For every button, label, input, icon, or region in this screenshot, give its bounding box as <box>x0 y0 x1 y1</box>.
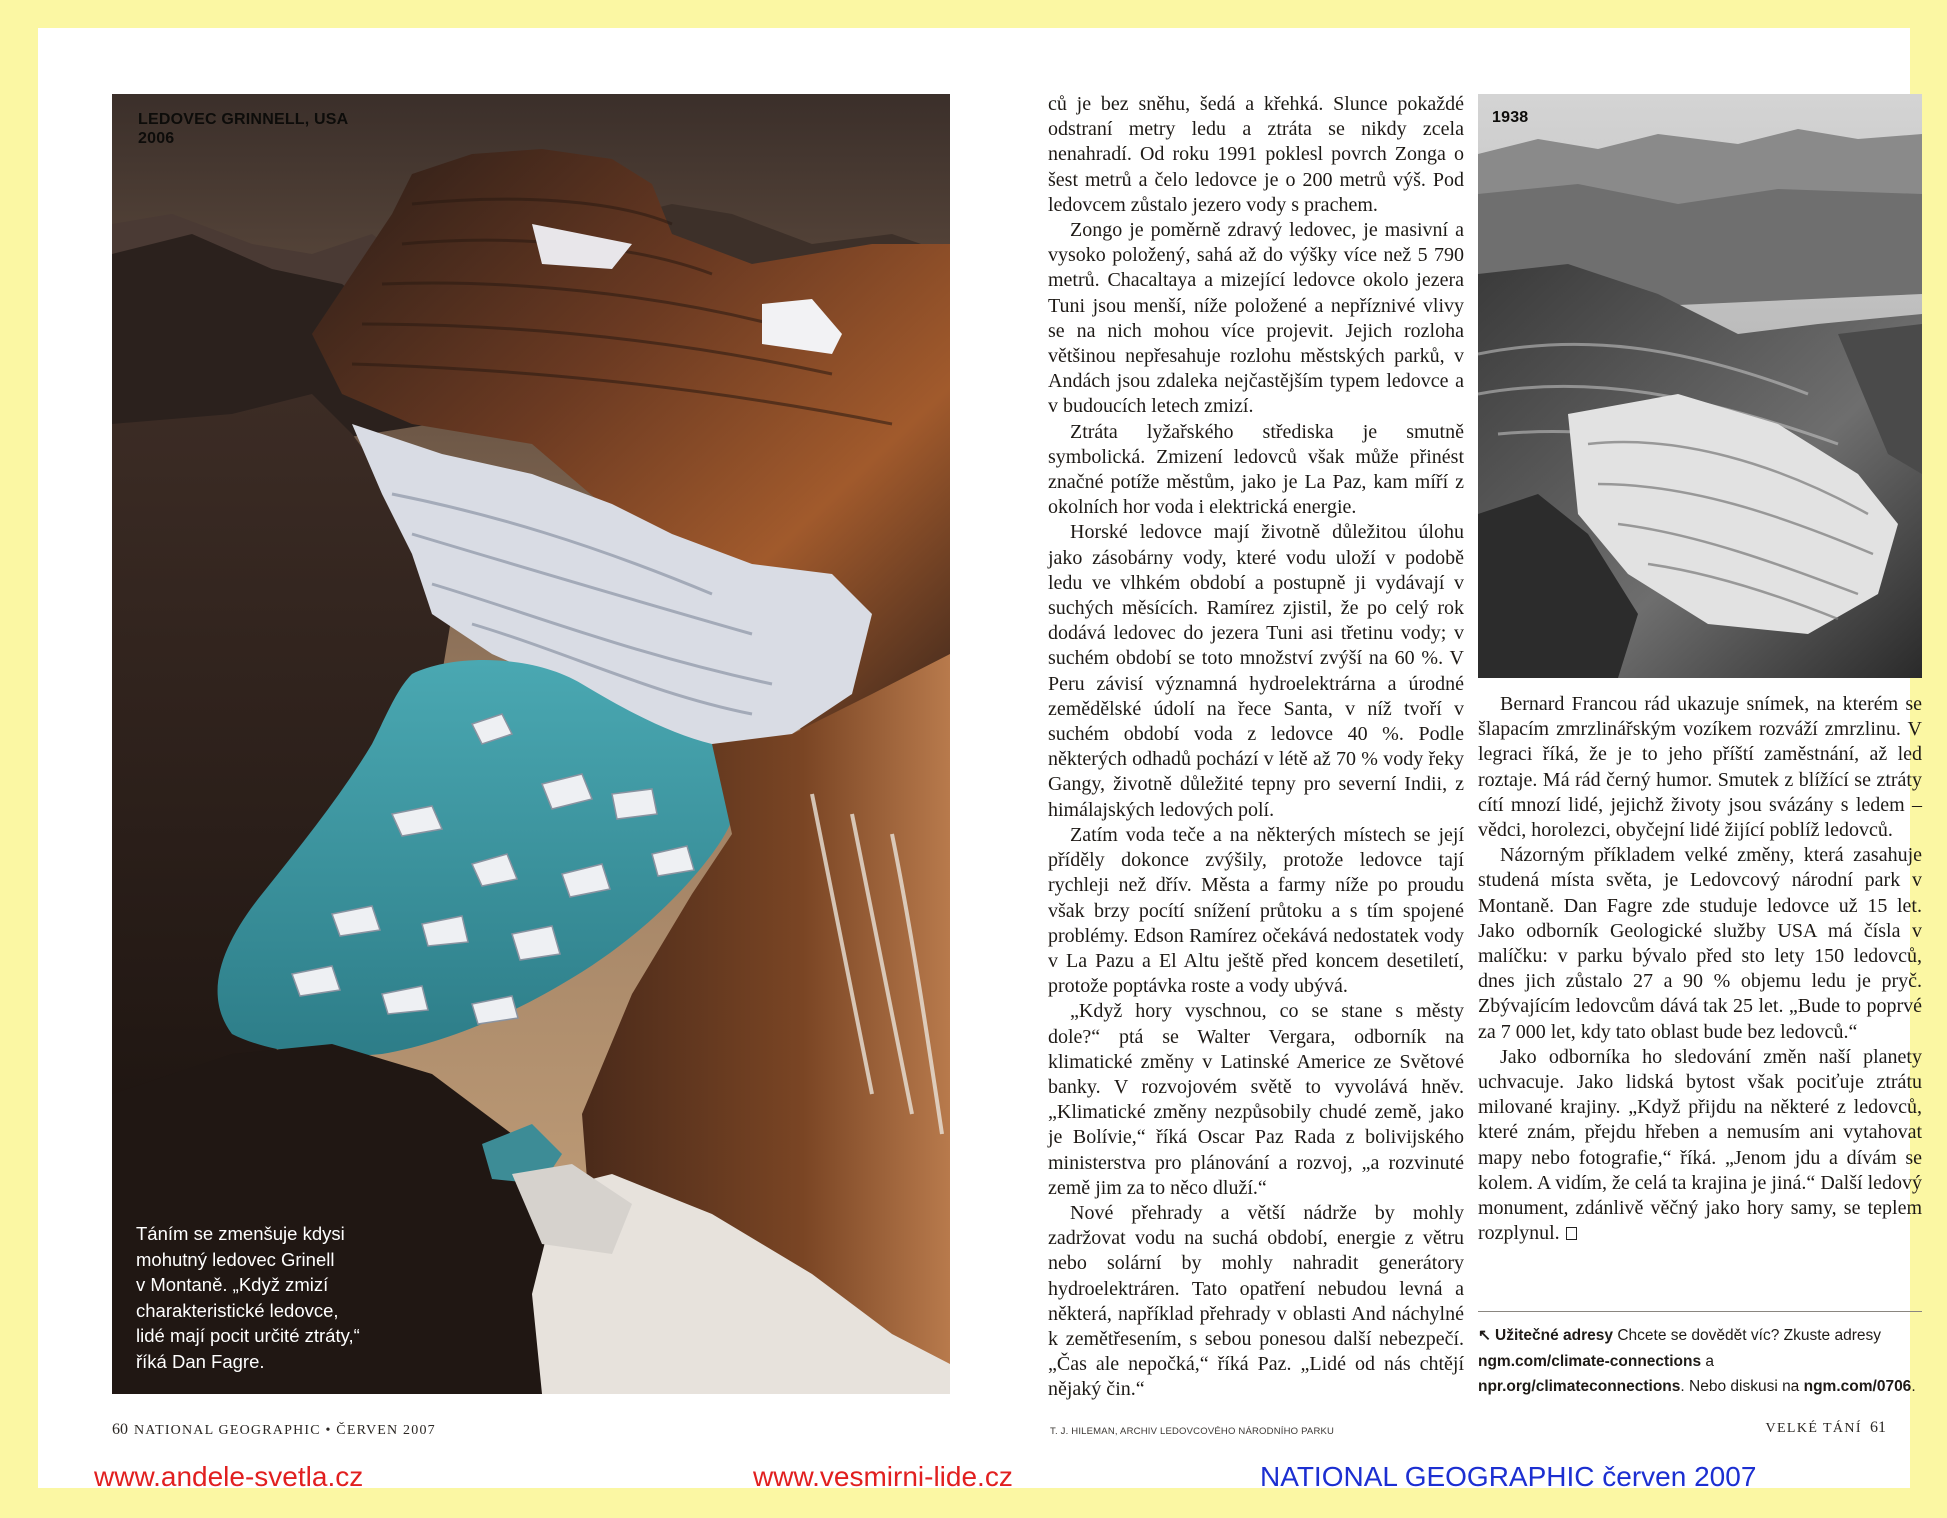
folio-left <box>112 1421 436 1439</box>
article-paragraph: Bernard Francou rád ukazuje snímek, na kterém se šlapacím zmrzlinářským vozíkem rozváží zmrzlinu. V legraci říká, že je to jeho příští zaměstnání, až led roztaje. Má rád černý humor. Smutek z blížící se ztráty cítí mnozí lidé, jejichž životy jsou svázány s ledem – vědci, horolezci, obyčejní lidé žijící poblíž ledovců. <box>1478 693 1922 842</box>
article-paragraph: Nové přehrady a větší nádrže by mohly zadržovat vodu na suchá období, energie z větru nebo solární by mohly nahradit generátory hydroelektráren. Tato opatření nebudou levná a některá, například přehrady v oblasti And náchylné k zemětřesením, s sebou ponesou další nebezpečí. „Čas ale nepočká,“ říká Paz. „Lidé od nás chtějí nějaký čin.“ <box>1048 1201 1464 1401</box>
article-column-middle <box>1048 92 1464 1403</box>
photo-year-label: 1938 <box>1492 109 1529 126</box>
article-paragraph: Zongo je poměrně zdravý ledovec, je masivní a vysoko položený, sahá až do výšky více než 5 790 metrů. Chacaltaya a mizející ledovce okolo jezera Tuni jsou menší, níže položené a nepříznivé vlivy se na nich mohou více projevit. Jejich rozloha většinou nepřesahuje rozlohu městských parků, v Andách jsou zdaleka nejčastějším typem ledovce a v budoucích letech zmizí. <box>1048 219 1464 418</box>
divider <box>1478 1311 1922 1312</box>
magazine-name: NATIONAL GEOGRAPHIC • ČERVEN 2007 <box>134 1423 436 1438</box>
link-npr-climate[interactable]: npr.org/climateconnections <box>1478 1378 1681 1395</box>
page-number-left: 60 <box>112 1421 128 1438</box>
glacier-bw-illustration <box>1478 94 1922 678</box>
folio-right <box>1765 1419 1886 1437</box>
article-paragraph: „Když hory vyschnou, co se stane s městy dole?“ ptá se Walter Vergara, odborník na klimatické změny v Latinské Americe ze Světové banky. V rozvojovém světě to vyvolává hněv. „Klimatické změny nezpůsobily chudé země, jako je Bolívie,“ říká Oscar Paz Rada z bolivijského ministerstva pro plánování a rozvoj, „a rozvinuté země jim za to něco dluží.“ <box>1048 1000 1464 1199</box>
end-mark-icon <box>1566 1227 1577 1240</box>
photo-caption: Táním se zmenšuje kdysi mohutný ledovec Grinell v Montaně. „Když zmizí charakteristické ledovce, lidé mají pocit určité ztráty,“ říká Dan Fagre. <box>136 1223 360 1372</box>
link-climate-connections[interactable]: ngm.com/climate-connections <box>1478 1352 1702 1370</box>
useful-text: . <box>1911 1378 1916 1395</box>
page-number-right: 61 <box>1870 1419 1886 1436</box>
footer-source-label: NATIONAL GEOGRAPHIC červen 2007 <box>1260 1461 1757 1492</box>
article-column-right <box>1478 692 1922 1246</box>
useful-addresses-box <box>1478 1323 1922 1400</box>
article-paragraph: Názorným příkladem velké změny, která zasahuje studená místa světa, je Ledovcový národní park v Montaně. Dan Fagre zde studuje ledovce už 15 let. Jako odborník Geologické služby USA má čísla v malíčku: v parku bývalo před sto lety 150 ledovců, dnes jich zůstalo 27 a 90 % objemu ledu je pryč. Zbývajícím ledovcům dává tak 25 let. „Bude to poprvé za 7 000 let, kdy tato oblast bude bez ledovců.“ <box>1478 844 1922 1043</box>
useful-text: a <box>1701 1352 1715 1370</box>
article-paragraph: ců je bez sněhu, šedá a křehká. Slunce pokaždé odstraní metry ledu a ztráta se nikdy zcela nenahradí. Od roku 1991 poklesl povrch Zonga o šest metrů a čelo ledovce je o 200 metrů výš. Pod ledovcem zůstalo jezero vody s prachem. <box>1048 93 1464 216</box>
article-title: VELKÉ TÁNÍ <box>1765 1421 1862 1436</box>
article-paragraph: Ztráta lyžařského střediska je smutně symbolická. Zmizení ledovců však může přinést značné potíže městům, jako je La Paz, kam míří z okolních hor voda i elektrická energie. <box>1048 420 1464 519</box>
footer-link-vesmirni-lide[interactable]: www.vesmirni-lide.cz <box>753 1461 1013 1492</box>
glacier-color-illustration <box>112 94 950 1394</box>
article-paragraph: Horské ledovce mají životně důležitou úlohu jako zásobárny vody, které vodu uloží v podobě ledu ve vlhkém období a postupně ji vydávají v suchých měsících. Ramírez zjistil, že po celý rok dodává ledovec do jezera Tuni asi třetinu vody; v suchém období se toto množství zvýší na 60 %. V Peru závisí významná hydroelektrárna a úrodné zemědělské údolí na řece Santa, v níž tvoří v suchém období voda z ledovce 40 %. Podle některých odhadů pochází v létě až 70 % vody řeky Gangy, životně důležité tepny pro severní Indii, z himálajských ledových polí. <box>1048 521 1464 821</box>
article-paragraph <box>1478 1045 1922 1247</box>
footer-link-andele-svetla[interactable]: www.andele-svetla.cz <box>94 1461 364 1492</box>
useful-heading: Užitečné adresy <box>1495 1327 1614 1344</box>
magazine-spread <box>38 28 1922 1492</box>
article-paragraph-text: Jako odborníka ho sledování změn naší planety uchvacuje. Jako lidská bytost však pociťuje ztrátu milované krajiny. „Když přijdu na některé z ledovců, které znám, přejdu hřeben a nemusím ani vytahovat mapy nebo fotografie,“ říká. „Jenom jdu a dívám se kolem. A vidím, že celá ta krajina je jiná.“ Další ledový monument, zdánlivě věčný jako hory samy, se teplem rozplynul. <box>1478 1045 1922 1245</box>
useful-text: Chcete se dovědět víc? Zkuste adresy <box>1613 1327 1881 1344</box>
archive-glacier-photo <box>1478 94 1922 678</box>
photo-location-label: LEDOVEC GRINNELL, USA 2006 <box>138 111 349 147</box>
photo-credit: T. J. HILEMAN, ARCHIV LEDOVCOVÉHO NÁRODNÍHO PARKU <box>1050 1426 1335 1437</box>
cursor-arrow-icon: ↖ <box>1478 1327 1491 1344</box>
article-paragraph: Zatím voda teče a na některých místech se její příděly dokonce zvýšily, protože ledovce tají rychleji než dřív. Města a farmy níže po proudu však brzy pocítí snížení průtoku a s tím spojené problémy. Edson Ramírez očekává nedostatek vody v La Pazu a El Altu ještě před koncem desetiletí, protože poptávka roste a vody ubývá. <box>1048 823 1464 998</box>
link-ngm-discussion[interactable]: ngm.com/0706 <box>1803 1378 1912 1395</box>
grinnell-glacier-photo <box>112 94 950 1394</box>
useful-text: . Nebo diskusi na <box>1680 1378 1804 1395</box>
